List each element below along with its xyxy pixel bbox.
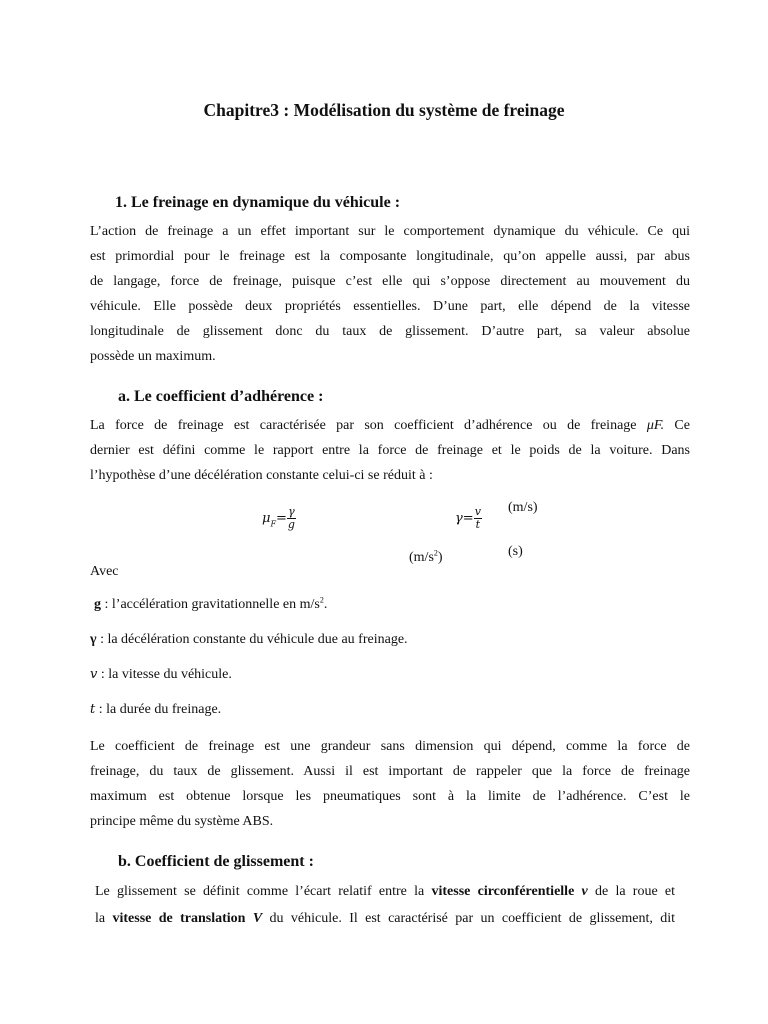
paragraph-line: longitudinale de glissement donc du taux de glissement. D’autre part, sa valeur absolue bbox=[90, 324, 690, 339]
paragraph-line: dernier est défini comme le rapport entre la force de freinage et le poids de la voiture. Dans bbox=[90, 443, 690, 458]
text-fragment: Le glissement se définit comme l’écart relatif entre la bbox=[95, 884, 432, 899]
paragraph-line: véhicule. Elle possède deux propriétés essentielles. D’une part, elle dépend de la vitesse bbox=[90, 299, 690, 314]
unit-label bbox=[409, 550, 443, 566]
paragraph-a bbox=[90, 413, 690, 488]
symbol-V: V bbox=[252, 911, 263, 926]
unit-exponent: 2 bbox=[433, 548, 438, 558]
paragraph-line: l’hypothèse d’une décélération constante celui-ci se réduit à : bbox=[90, 468, 433, 483]
definition-symbol: γ bbox=[90, 632, 97, 647]
definition-text: : la durée du freinage. bbox=[95, 702, 222, 717]
symbol-v: v bbox=[581, 884, 588, 899]
text-fragment: du véhicule. Il est caractérisé par un coefficient de glissement, dit bbox=[262, 911, 675, 926]
unit-text: (m/s bbox=[409, 550, 434, 565]
definition-symbol: g bbox=[94, 597, 101, 612]
unit-label: (s) bbox=[508, 544, 523, 559]
fraction bbox=[474, 506, 482, 531]
paragraph-line: Le coefficient de freinage est une grandeur sans dimension qui dépend, comme la force de bbox=[90, 739, 690, 754]
eq-symbol-gamma: γ bbox=[455, 511, 463, 527]
unit-label: (m/s) bbox=[508, 500, 538, 515]
bold-term: vitesse de translation bbox=[112, 911, 253, 926]
text-fragment: la bbox=[95, 911, 113, 926]
definition-v bbox=[90, 667, 232, 683]
denominator: g bbox=[287, 518, 295, 531]
text-fragment: La force de freinage est caractérisée par son coefficient d’adhérence ou de freinage bbox=[90, 418, 647, 433]
paragraph-line bbox=[90, 413, 690, 438]
bold-term: vitesse circonférentielle bbox=[431, 884, 582, 899]
definition-t bbox=[90, 702, 221, 718]
paragraph-line: est primordial pour le freinage est la composante longitudinale, qu’on appelle aussi, par abus bbox=[90, 249, 690, 264]
definition-symbol: t bbox=[90, 702, 96, 717]
definition-gamma bbox=[90, 632, 408, 648]
mu-f-symbol: μF. bbox=[646, 418, 665, 433]
paragraph-b bbox=[95, 878, 675, 932]
section-heading-b: b. Coefficient de glissement : bbox=[118, 853, 314, 870]
eq-equals: = bbox=[276, 511, 287, 527]
section-heading-1: 1. Le freinage en dynamique du véhicule : bbox=[115, 194, 401, 211]
page-title: Chapitre3 : Modélisation du système de freinage bbox=[203, 100, 565, 120]
text-fragment: Ce bbox=[664, 418, 690, 433]
eq-symbol-mu: μ bbox=[262, 511, 271, 527]
text-fragment: de la roue et bbox=[587, 884, 676, 899]
paragraph-line bbox=[95, 905, 675, 932]
avec-label: Avec bbox=[90, 564, 119, 579]
paragraph-line: freinage, du taux de glissement. Aussi il est important de rappeler que la force de freinage bbox=[90, 764, 690, 779]
definition-symbol: v bbox=[90, 667, 98, 682]
section-heading-a: a. Le coefficient d’adhérence : bbox=[118, 388, 324, 405]
unit-text: ) bbox=[437, 550, 443, 565]
definition-text: : la décélération constante du véhicule due au freinage. bbox=[96, 632, 408, 647]
definition-g bbox=[94, 597, 327, 613]
definition-text: : la vitesse du véhicule. bbox=[97, 667, 232, 682]
eq-subscript: F bbox=[270, 519, 277, 529]
numerator: v bbox=[474, 505, 481, 518]
paragraph-1 bbox=[90, 219, 690, 369]
paragraph-line: principe même du système ABS. bbox=[90, 814, 274, 829]
denominator: t bbox=[475, 518, 480, 531]
paragraph-line: possède un maximum. bbox=[90, 349, 216, 364]
equation-mu-f bbox=[262, 506, 296, 531]
paragraph-line: de langage, force de freinage, puisque c’est elle qui s’oppose directement au mouvement du bbox=[90, 274, 690, 289]
paragraph-line: maximum est obtenue lorsque les pneumatiques sont à la limite de l’adhérence. C’est le bbox=[90, 789, 690, 804]
equation-gamma bbox=[455, 506, 482, 531]
paragraph-a2 bbox=[90, 734, 690, 834]
exponent: 2 bbox=[319, 595, 324, 605]
numerator: γ bbox=[288, 505, 295, 518]
definition-text: . bbox=[323, 597, 328, 612]
paragraph-line bbox=[95, 878, 675, 905]
fraction bbox=[287, 506, 296, 531]
eq-equals: = bbox=[462, 511, 474, 527]
paragraph-line: L’action de freinage a un effet important sur le comportement dynamique du véhicule. Ce qui bbox=[90, 224, 690, 239]
definition-text: : l’accélération gravitationnelle en m/s bbox=[101, 597, 320, 612]
